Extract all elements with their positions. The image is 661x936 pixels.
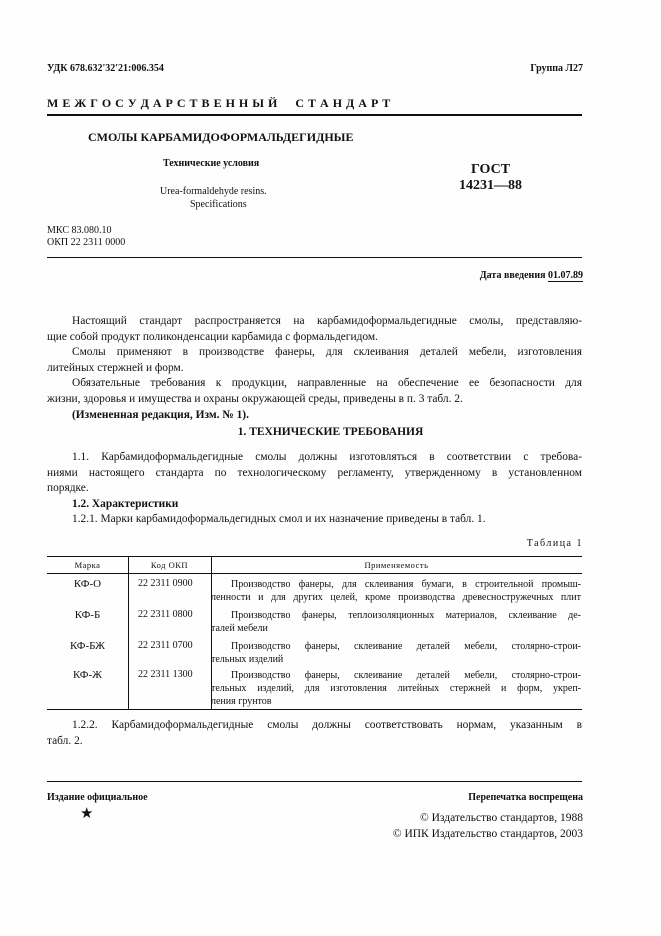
intro-p3-line2: жизни, здоровья и имущества и охраны окружающей среды, приведены в п. 3 табл. 2. (47, 392, 463, 405)
table-row-4-usage (211, 669, 581, 708)
standard-banner: М Е Ж Г О С У Д А Р С Т В Е Н Н Ы Й С Т А Н Д А Р Т (47, 96, 391, 110)
table-row-2-usage (211, 609, 581, 635)
section-heading: 1. ТЕХНИЧЕСКИЕ ТРЕБОВАНИЯ (237, 426, 424, 438)
copyright-2003: © ИПК Издательство стандартов, 2003 (392, 828, 583, 840)
table-row-2-usage-line1: Производство фанеры, теплоизоляционных материалов, склеивание де- (231, 610, 581, 621)
intro-date (480, 270, 583, 281)
gost-number: 14231—88 (459, 178, 522, 193)
p11-line3: порядке. (47, 482, 89, 495)
intro-p2-line2: литейных стержней и форм. (47, 361, 184, 374)
footer-rule (47, 781, 582, 782)
intro-p3-line1: Обязательные требования к продукции, направленные на обеспечение ее безопасности для (72, 377, 582, 390)
table-header-usage: Применяемость (364, 560, 429, 570)
table-row-2-usage-line2: талей мебели (211, 623, 268, 634)
p122-text (47, 718, 582, 749)
table-row-3-usage-line1: Производство фанеры, склеивание деталей мебели, столярно-строи- (231, 641, 581, 652)
intro-text (47, 314, 582, 423)
table-row-3-okp: 22 2311 0700 (138, 640, 193, 651)
table-row-1-usage (211, 578, 581, 604)
p11-line1: 1.1. Карбамидоформальдегидные смолы должны изготовляться в соответствии с требова- (72, 451, 582, 463)
table-row-1-okp: 22 2311 0900 (138, 578, 193, 589)
official-edition: Издание официальное (47, 792, 148, 803)
table-row-4-usage-line2: тельных изделий, для изготовления литейных стержней и форм, укреп- (211, 683, 581, 694)
document-subtitle: Технические условия (163, 158, 260, 169)
p121-text: 1.2.1. Марки карбамидоформальдегидных смол и их назначение приведены в табл. 1. (72, 513, 486, 526)
gost-label: ГОСТ (471, 162, 511, 177)
table-row-2-mark: КФ-Б (74, 609, 101, 621)
table-row-1-usage-line2: ленности и для других целей, кроме производства древесностружечных плит (211, 592, 581, 603)
intro-p1-line1: Настоящий стандарт распространяется на карбамидоформальдегидные смолы, представляю- (72, 315, 582, 327)
table-caption: Таблица 1 (526, 538, 583, 549)
p11-line2: ниями настоящего стандарта по технологическому регламенту, утвержденному в установленном (47, 466, 582, 479)
table-row-4-usage-line1: Производство фанеры, склеивание деталей мебели, столярно-строи- (231, 670, 581, 681)
table-row-3-mark: КФ-БЖ (69, 640, 106, 652)
table-row-3-usage-line2: тельных изделий (211, 654, 284, 665)
star-icon: ★ (80, 806, 94, 822)
title-rule (47, 257, 582, 258)
table-row-4-okp: 22 2311 1300 (138, 669, 193, 680)
mks-code: МКС 83.080.10 (47, 225, 112, 236)
section1-text (47, 450, 582, 528)
english-title-line2: Specifications (190, 199, 247, 210)
amendment-note: (Измененная редакция, Изм. № 1). (72, 408, 249, 421)
p12-heading: 1.2. Характеристики (72, 497, 179, 510)
intro-p2-line1: Смолы применяют в производстве фанеры, для склеивания деталей мебели, изготовления (72, 346, 582, 359)
table-row-1-usage-line1: Производство фанеры, для склеивания бумаги, в строительной промыш- (231, 579, 581, 590)
table-row-2-okp: 22 2311 0800 (138, 609, 193, 620)
table-header-okp: Код ОКП (150, 560, 189, 570)
intro-p1-line2: щие собой продукт поликонденсации карбамида с формальдегидом. (47, 330, 378, 343)
table-bottom-rule (47, 709, 582, 710)
table-header-mark: Марка (74, 560, 101, 570)
p122-line1: 1.2.2. Карбамидоформальдегидные смолы должны соответствовать нормам, указанным в (72, 719, 582, 731)
group-code: Группа Л27 (530, 63, 583, 74)
intro-date-label: Дата введения (479, 270, 546, 281)
reprint-notice: Перепечатка воспрещена (468, 792, 583, 803)
intro-date-value: 01.07.89 (548, 270, 583, 281)
table-col-rule-1 (128, 556, 129, 709)
table-row-1-mark: КФ-О (73, 578, 102, 590)
table-row-4-usage-line3: ления грунтов (211, 696, 272, 707)
okp-code: ОКП 22 2311 0000 (47, 237, 126, 248)
table-row-3-usage (211, 640, 581, 666)
udk-code: УДК 678.632'32'21:006.354 (47, 63, 164, 74)
document-title: СМОЛЫ КАРБАМИДОФОРМАЛЬДЕГИДНЫЕ (88, 130, 354, 144)
banner-rule (47, 114, 582, 116)
table-row-4-mark: КФ-Ж (72, 669, 103, 681)
copyright-1988: © Издательство стандартов, 1988 (419, 812, 583, 824)
p122-line2: табл. 2. (47, 734, 83, 747)
english-title-line1: Urea-formaldehyde resins. (160, 186, 267, 197)
